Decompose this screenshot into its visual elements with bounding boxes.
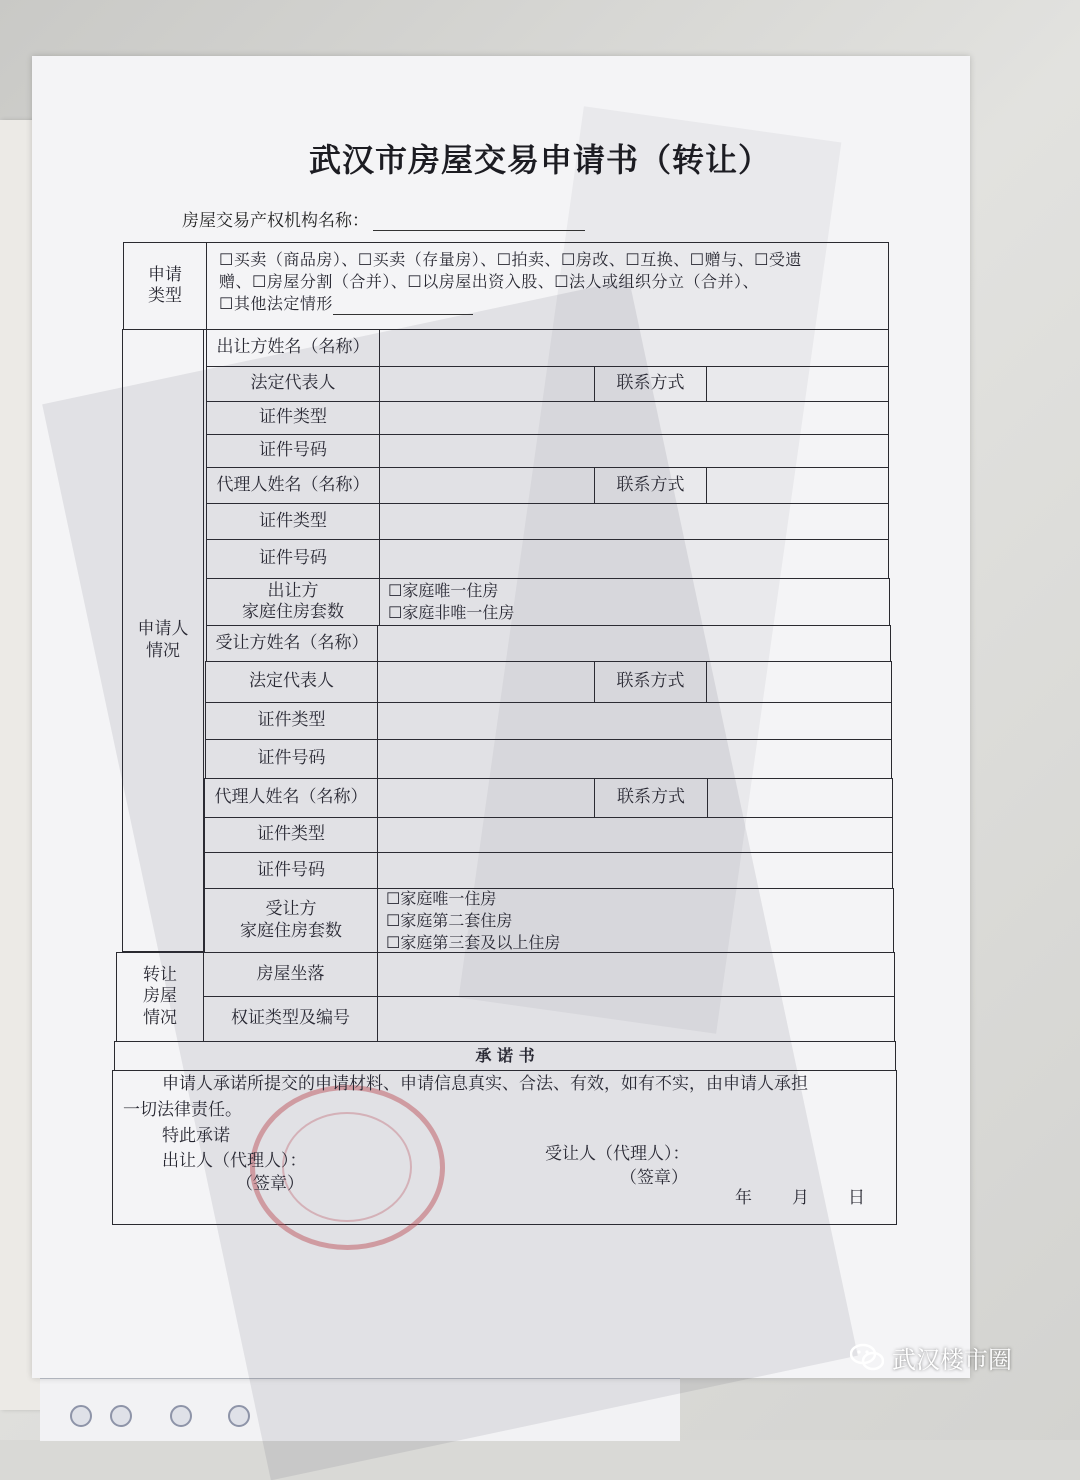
transferee-agent-id-number-label: 证件号码 [204, 852, 378, 889]
transferee-seal-label: （签章） [620, 1168, 688, 1188]
transferee-contact-label: 联系方式 [594, 661, 707, 703]
transferee-housing-options[interactable] [377, 888, 894, 953]
transferor-name-field[interactable] [379, 329, 889, 367]
transferee-legal-rep-label: 法定代表人 [205, 661, 378, 703]
transferor-name-label: 出让方姓名（名称） [206, 329, 380, 367]
transferor-id-number-field[interactable] [379, 434, 889, 468]
transferor-housing-label [206, 578, 380, 626]
property-section-label [116, 952, 204, 1042]
transferor-agent-field[interactable] [379, 467, 595, 504]
label-text: 房屋 [143, 986, 177, 1007]
transferee-housing-label [204, 888, 378, 953]
housing-option[interactable]: ☐家庭第三套及以上住房 [386, 932, 561, 952]
transferor-agent-label: 代理人姓名（名称） [206, 467, 380, 504]
label-text: 家庭住房套数 [242, 602, 344, 622]
housing-option[interactable]: ☐家庭第二套住房 [386, 910, 513, 930]
transferor-agent-id-type-field[interactable] [379, 503, 889, 540]
pledge-special: 特此承诺 [162, 1126, 230, 1146]
transferee-sign-label: 受让人（代理人）： [545, 1144, 690, 1164]
transferee-id-type-label: 证件类型 [205, 702, 378, 740]
transferee-id-number-label: 证件号码 [205, 739, 378, 779]
transferee-id-type-field[interactable] [377, 702, 892, 740]
label-text: 情况 [143, 1007, 177, 1028]
wechat-icon [850, 1343, 884, 1371]
application-type-options[interactable] [206, 242, 889, 330]
transferee-id-number-field[interactable] [377, 739, 892, 779]
label-text: 类型 [148, 286, 182, 306]
label-text: 申请人 [137, 619, 189, 640]
perforation-hole [228, 1405, 250, 1427]
application-type-label [123, 242, 207, 330]
org-name-label: 房屋交易产权机构名称： [182, 211, 369, 231]
transferor-contact-label: 联系方式 [594, 366, 707, 402]
pledge-text-line2: 一切法律责任。 [123, 1100, 242, 1120]
label-text: 转让 [143, 965, 177, 986]
date-day: 日 [848, 1188, 865, 1208]
transferor-sign-label: 出让人（代理人）： [162, 1151, 307, 1171]
options-line[interactable] [219, 293, 473, 315]
label-text: 出让方 [267, 580, 319, 601]
options-line[interactable]: ☐买卖（商品房）、☐买卖（存量房）、☐拍卖、☐房改、☐互换、☐赠与、☐受遗 [219, 250, 802, 269]
housing-option[interactable]: ☐家庭唯一住房 [388, 581, 499, 600]
housing-option[interactable]: ☐家庭非唯一住房 [388, 603, 515, 622]
date-month: 月 [792, 1188, 809, 1208]
transferee-agent-id-type-label: 证件类型 [204, 817, 378, 853]
perforation-hole [110, 1405, 132, 1427]
transferor-agent-contact-label: 联系方式 [594, 467, 707, 504]
transferor-contact-field[interactable] [706, 366, 889, 402]
property-location-field[interactable] [377, 952, 895, 997]
transferee-name-label: 受让方姓名（名称） [206, 625, 378, 662]
property-cert-field[interactable] [377, 996, 895, 1042]
perforation-hole [170, 1405, 192, 1427]
property-location-label: 房屋坐落 [203, 952, 378, 997]
pledge-text-line1: 申请人承诺所提交的申请材料、申请信息真实、合法、有效，如有不实，由申请人承担 [162, 1074, 808, 1094]
transferee-agent-id-number-field[interactable] [377, 852, 893, 889]
label-text: 家庭住房套数 [240, 920, 342, 941]
watermark [850, 1337, 1050, 1377]
property-cert-label: 权证类型及编号 [203, 996, 378, 1042]
transferor-agent-id-number-label: 证件号码 [206, 539, 380, 579]
transferee-name-field[interactable] [377, 625, 891, 662]
transferor-legal-rep-field[interactable] [379, 366, 595, 402]
transferor-seal-label: （签章） [236, 1174, 304, 1194]
transferor-id-number-label: 证件号码 [206, 434, 380, 468]
transferee-agent-label: 代理人姓名（名称） [204, 778, 378, 818]
transferee-agent-contact-field[interactable] [707, 778, 893, 818]
org-name-blank[interactable] [373, 210, 585, 231]
transferor-id-type-field[interactable] [379, 401, 889, 435]
housing-option[interactable]: ☐家庭唯一住房 [386, 888, 497, 908]
transferee-contact-field[interactable] [706, 661, 892, 703]
transferee-legal-rep-field[interactable] [377, 661, 595, 703]
document-title: 武汉市房屋交易申请书（转让） [308, 141, 771, 179]
transferor-housing-options[interactable] [379, 578, 890, 626]
options-text[interactable]: ☐其他法定情形 [219, 294, 333, 313]
label-text: 受让方 [265, 899, 317, 920]
label-text: 申请 [148, 264, 182, 285]
watermark-text: 武汉楼市圈 [892, 1345, 1012, 1374]
transferor-agent-id-type-label: 证件类型 [206, 503, 380, 540]
transferor-id-type-label: 证件类型 [206, 401, 380, 435]
transferee-agent-id-type-field[interactable] [377, 817, 893, 853]
options-line[interactable]: 赠、☐房屋分割（合并）、☐以房屋出资入股、☐法人或组织分立（合并）、 [219, 272, 760, 291]
label-text: 情况 [146, 640, 180, 661]
perforated-strip [40, 1378, 680, 1441]
perforation-hole [70, 1405, 92, 1427]
org-name-line [182, 206, 585, 231]
date-year: 年 [735, 1188, 752, 1208]
transferor-agent-id-number-field[interactable] [379, 539, 889, 579]
transferor-legal-rep-label: 法定代表人 [206, 366, 380, 402]
transferee-agent-field[interactable] [377, 778, 595, 818]
applicant-section-label [122, 329, 204, 952]
pledge-heading: 承 诺 书 [114, 1041, 896, 1071]
transferee-agent-contact-label: 联系方式 [594, 778, 708, 818]
transferor-agent-contact-field[interactable] [706, 467, 889, 504]
other-blank[interactable] [333, 298, 473, 315]
